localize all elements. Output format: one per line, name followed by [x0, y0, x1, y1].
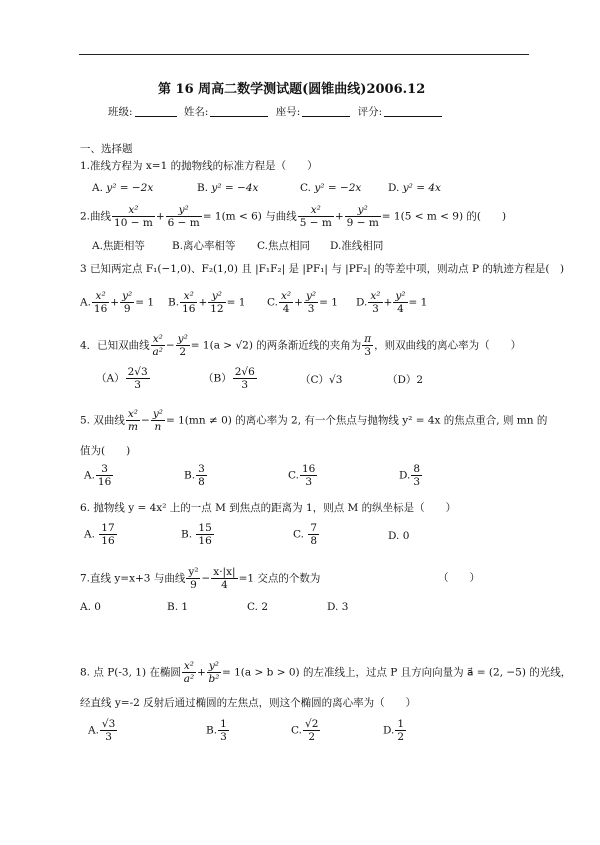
q3-b-n1: x² — [183, 290, 194, 302]
q3-c-n1: x² — [281, 290, 292, 302]
q5-num: 5. 双曲线 — [80, 414, 125, 427]
q8-num: 8. 点 P(-3, 1) 在椭圆 — [80, 666, 181, 679]
q2-cond-2: = 1(5 < m < 9) 的( ) — [381, 210, 507, 223]
q1-option-b-text: y² = −4x — [211, 182, 259, 194]
q2-num: 2.曲线 — [80, 210, 112, 223]
q1-option-c-label: C. — [300, 182, 311, 194]
seat-field[interactable] — [302, 105, 350, 117]
q8-option-d[interactable] — [383, 718, 407, 743]
q5-option-a-label: A. — [84, 469, 95, 482]
q7-option-b[interactable]: B. 1 — [167, 601, 189, 613]
score-label: 评分: — [357, 106, 383, 118]
q4-option-a-label: （A） — [96, 372, 125, 385]
q4-option-d[interactable]: （D）2 — [387, 374, 424, 386]
q7-fd2: 4 — [221, 579, 228, 591]
q5-stem: 5. 双曲线 $\frac{\text{x²}}{m}-$ $\frac{\text{y²}}{n}= 1(mn \ne 0)$ 的离心率为 2, 有一个焦点与抛物线 y² = 4x 的焦点重合, 则 mn 的 — [80, 408, 548, 433]
q8-option-d-label: D. — [383, 724, 395, 737]
page-title: 第 16 周高二数学测试题(圆锥曲线)2006.12 — [158, 82, 426, 97]
q3-a-d1: 16 — [93, 303, 108, 315]
q1-option-c-text: y² = −2x — [314, 182, 362, 194]
q4-fd1: a² — [152, 346, 163, 358]
q4-c-val: √3 — [329, 374, 343, 386]
q8-line2: 经直线 y=-2 反射后通过椭圆的左焦点，则这个椭圆的离心率为（ ） — [80, 697, 417, 709]
q3-d-n2: y² — [395, 290, 406, 302]
q8-option-c[interactable] — [291, 718, 321, 743]
q8-b-den: 3 — [220, 731, 227, 743]
q2-cond-1: = 1(m < 6) 与曲线 — [202, 210, 297, 223]
q6-b-num: 15 — [198, 522, 212, 534]
q1-option-a-label: A. — [92, 182, 103, 194]
q8-d-num: 1 — [397, 718, 405, 730]
q8-c-num: √2 — [305, 718, 319, 730]
q7-fd1: 9 — [190, 579, 197, 591]
q3-d-n1: x² — [370, 290, 381, 302]
q7-answer-paren: （ ） — [438, 572, 480, 584]
q8-d-den: 2 — [397, 731, 405, 743]
q1-option-d-text: y² = 4x — [402, 182, 441, 194]
q2-f1-num: x² — [128, 204, 139, 216]
q5-d-den: 3 — [413, 476, 421, 488]
q8-option-b-label: B. — [206, 724, 218, 737]
q5-fd1: m — [127, 421, 138, 433]
q2-f2-den: 6 − m — [167, 217, 200, 229]
q5-b-num: 3 — [198, 463, 205, 475]
q5-c-den: 3 — [305, 476, 313, 488]
q1-stem: 1.准线方程为 x=1 的抛物线的标准方程是（ ） — [80, 160, 318, 172]
q3-b-n2: y² — [211, 290, 223, 302]
q5-option-c[interactable] — [288, 463, 318, 488]
q2-frac-4 — [345, 204, 381, 229]
student-info-row — [108, 104, 446, 119]
q8-option-c-label: C. — [291, 724, 302, 737]
q1-option-a[interactable] — [92, 182, 153, 194]
q4-angle-den: 3 — [364, 346, 372, 358]
q1-option-d-label: D. — [388, 182, 400, 194]
q6-c-den: 8 — [310, 535, 318, 547]
q2-f3-den: 5 − m — [299, 217, 332, 229]
q4-num: 4．已知双曲线 — [80, 339, 150, 352]
q3-option-b[interactable]: B. $\frac{\text{x²}}{16}$ + $\frac{\text{y²}}{12}$ = 1 — [168, 290, 246, 315]
q4-fn1: x² — [152, 333, 163, 345]
q6-option-b-label: B. — [181, 528, 193, 541]
q3-c-d1: 4 — [282, 303, 290, 315]
q5-option-c-label: C. — [288, 469, 299, 482]
name-field[interactable] — [210, 105, 268, 117]
q4-option-b-label: （B） — [203, 372, 232, 385]
q8-c-den: 2 — [308, 731, 316, 743]
q1-option-b-label: B. — [197, 182, 209, 194]
q2-option-d[interactable]: D.准线相同 — [330, 240, 384, 252]
q3-b-d1: 16 — [182, 303, 196, 315]
q6-option-b[interactable] — [181, 522, 215, 547]
q8-fd2: b² — [208, 673, 220, 685]
q1-option-b[interactable] — [197, 182, 258, 194]
q4-option-c-label: （C） — [300, 374, 330, 386]
q6-a-num: 17 — [101, 522, 115, 534]
class-field[interactable] — [135, 105, 177, 117]
q8-fn2: y² — [208, 660, 219, 672]
q3-d-d2: 4 — [397, 303, 404, 315]
q2-option-c[interactable]: C.焦点相同 — [257, 240, 310, 252]
q5-line2: 值为( ) — [80, 445, 131, 457]
q8-a-den: 3 — [105, 731, 112, 743]
q2-frac-3 — [298, 204, 334, 229]
q7-stem: 7.直线 y=x+3 与曲线 $\frac{\text{y²}}{9}$ − $\frac{x\cdot|x|}{4}$ =1 交点的个数为 — [80, 566, 321, 591]
q4-angle-num: π — [364, 333, 372, 345]
q8-option-b[interactable] — [206, 718, 230, 743]
q8-fn1: x² — [183, 660, 195, 672]
q7-option-a[interactable]: A. 0 — [80, 601, 101, 613]
q5-option-b-label: B. — [184, 469, 196, 482]
q2-f4-den: 9 − m — [346, 217, 379, 229]
q7-option-d[interactable]: D. 3 — [327, 601, 349, 613]
q7-num: 7.直线 y=x+3 与曲线 — [80, 572, 186, 585]
q4-option-a[interactable] — [96, 366, 151, 391]
header-rule — [79, 54, 529, 55]
q6-option-a-label: A. — [84, 528, 95, 541]
q6-b-den: 16 — [198, 535, 212, 547]
q5-option-a[interactable] — [84, 463, 114, 488]
q3-a-eq: = 1 — [135, 296, 155, 309]
q8-a-num: √3 — [101, 718, 116, 730]
q6-a-den: 16 — [101, 535, 115, 547]
q3-a-d2: 9 — [123, 303, 131, 315]
q5-option-b[interactable] — [184, 463, 208, 488]
q3-c-n2: y² — [305, 290, 317, 302]
q3-option-b-label: B. — [168, 296, 180, 309]
q5-b-den: 8 — [198, 476, 205, 488]
q4-cond: = 1(a > √2) 的两条渐近线的夹角为 — [190, 339, 362, 352]
q6-option-c-label: C. — [293, 528, 304, 541]
q4-option-c[interactable] — [300, 372, 342, 387]
q6-stem: 6. 抛物线 y = 4x² 上的一点 M 到焦点的距离为 1，则点 M 的纵坐标是（ ） — [80, 502, 457, 514]
q6-option-c[interactable] — [293, 522, 320, 547]
q4-option-b[interactable] — [203, 366, 258, 391]
q8-option-a[interactable] — [88, 718, 118, 743]
q4-b-den: 3 — [241, 379, 249, 391]
q8-mid: = 1(a > b > 0) 的左准线上，过点 P 且方向向量为 a⃗ = (2, −5) 的光线， — [221, 666, 572, 679]
q3-d-eq: = 1 — [408, 296, 428, 309]
q8-option-a-label: A. — [88, 724, 99, 737]
q7-option-c[interactable]: C. 2 — [247, 601, 269, 613]
q5-a-den: 16 — [97, 476, 112, 488]
q3-c-eq: = 1 — [319, 296, 338, 309]
q5-d-num: 8 — [413, 463, 421, 475]
q2-f4-num: y² — [357, 204, 368, 216]
q3-option-c-label: C. — [267, 296, 278, 309]
section-heading: 一、选择题 — [80, 143, 133, 155]
q6-c-num: 7 — [310, 522, 318, 534]
q3-c-d2: 3 — [307, 303, 315, 315]
q6-option-a[interactable] — [84, 522, 118, 547]
q4-stem: 4．已知双曲线 $\frac{\text{x²}}{\text{a²}}-$ $\frac{\text{y²}}{2}$ = 1(a > √2) 的两条渐近线的夹角为 $\frac{\pi}{3}$ ，则双曲线的离心率为（ ） — [80, 333, 522, 358]
q5-c-num: 16 — [302, 463, 316, 475]
q3-b-eq: = 1 — [226, 296, 246, 309]
q3-d-d1: 3 — [372, 303, 379, 315]
q8-fd1: a² — [183, 673, 195, 685]
q3-option-a-label: A. — [80, 296, 91, 309]
q5-option-d[interactable] — [399, 463, 423, 488]
score-field[interactable] — [384, 105, 442, 117]
q2-f3-num: x² — [310, 204, 321, 216]
q5-fn2: y² — [152, 408, 163, 420]
q2-stem: 2.曲线 $\frac{\text{x²}}{10 - m}$ + $\frac{\text{y²}}{6 - m}$ = 1(m < 6) 与曲线 $\frac{\text{x²}}{5 - m}$ + $\frac{\text{y²}}{9 - m}$ = 1(5 < m < 9) 的( ) — [80, 204, 507, 229]
q5-a-num: 3 — [96, 463, 113, 476]
q1-option-c[interactable] — [300, 182, 361, 194]
q8-b-num: 1 — [220, 718, 227, 730]
q5-mid: = 1(mn ≠ 0) 的离心率为 2, 有一个焦点与抛物线 y² = 4x 的焦点重合, 则 mn 的 — [165, 414, 548, 427]
name-label: 姓名: — [183, 106, 209, 118]
q3-b-d2: 12 — [210, 303, 224, 315]
q2-frac-2 — [166, 204, 202, 229]
q3-a-n1: x² — [95, 290, 106, 302]
q3-option-c[interactable]: C. $\frac{\text{x²}}{4}$ + $\frac{\text{y²}}{3}$ = 1 — [267, 290, 338, 315]
q5-option-d-label: D. — [399, 469, 411, 482]
q4-a-den: 3 — [134, 379, 141, 391]
q7-tail: =1 交点的个数为 — [238, 572, 321, 585]
q2-f1-den: 10 − m — [114, 217, 153, 229]
q6-option-d[interactable]: D. 0 — [388, 530, 410, 542]
q4-tail: ，则双曲线的离心率为（ ） — [374, 339, 522, 352]
q4-b-num: 2√6 — [234, 366, 255, 378]
q2-option-b[interactable]: B.离心率相等 — [172, 240, 236, 252]
q3-stem: 3 已知两定点 F₁(−1,0)、F₂(1,0) 且 |F₁F₂| 是 |PF₁| 与 |PF₂| 的等差中项，则动点 P 的轨迹方程是( ) — [80, 263, 565, 275]
q3-option-d-label: D. — [356, 296, 368, 309]
q2-f2-num: y² — [178, 204, 189, 216]
q4-fd2: 2 — [179, 346, 187, 358]
q4-a-num: 2√3 — [127, 366, 148, 378]
q3-option-d[interactable]: D. $\frac{\text{x²}}{3}$ + $\frac{\text{y²}}{4}$ = 1 — [356, 290, 428, 315]
q1-option-a-text: y² = −2x — [106, 182, 154, 194]
q7-fn2: x·|x| — [213, 566, 236, 578]
q7-fn1: y² — [188, 566, 199, 578]
q4-fn2: y² — [177, 333, 188, 345]
q5-fn1: x² — [127, 408, 138, 420]
q3-a-n2: y² — [122, 290, 133, 302]
q3-option-a[interactable]: A. $\frac{\text{x²}}{16}$ + $\frac{\text{y²}}{9}$ = 1 — [80, 290, 155, 315]
q2-option-a[interactable]: A.焦距相等 — [92, 240, 145, 252]
q5-fd2: n — [154, 421, 162, 433]
q2-frac-1 — [112, 204, 155, 229]
class-label: 班级: — [108, 106, 133, 118]
seat-label: 座号: — [275, 106, 301, 118]
q8-stem: 8. 点 P(-3, 1) 在椭圆 $\frac{\text{x²}}{\text{a²}}+$ $\frac{\text{y²}}{\text{b²}}= 1(a > b > 0)$ 的左准线上，过点 P 且方向向量为 a⃗ = (2, −5) 的光线， — [80, 660, 572, 685]
q1-option-d[interactable] — [388, 182, 441, 194]
